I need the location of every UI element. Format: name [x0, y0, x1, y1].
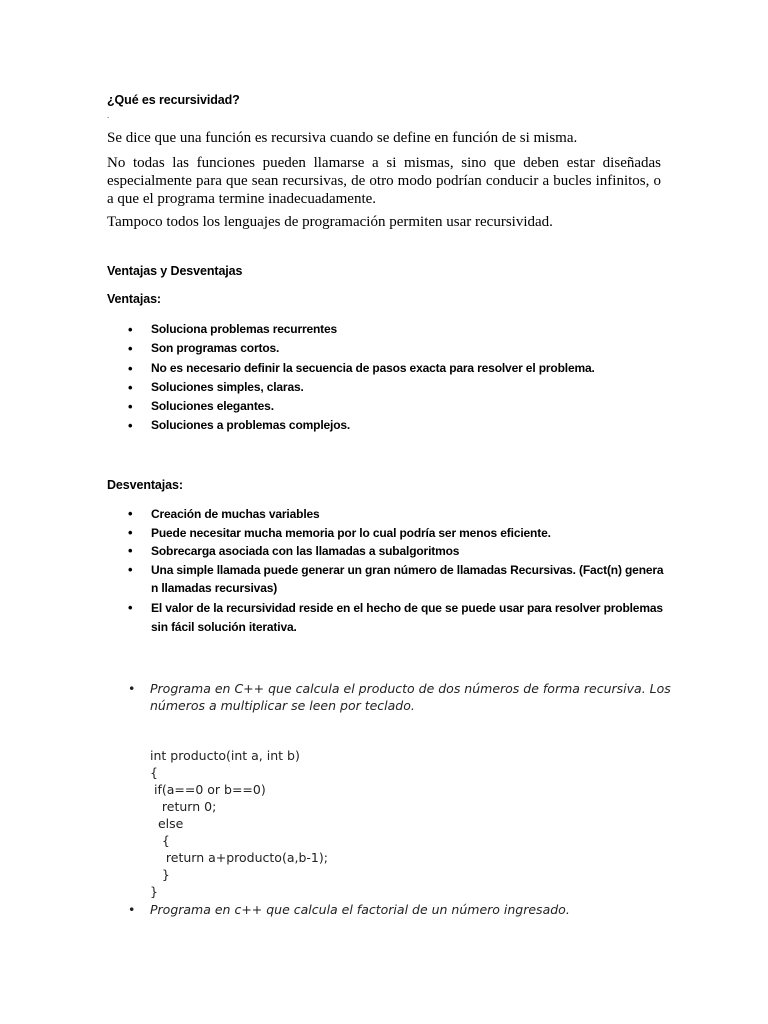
page-title: ¿Qué es recursividad?	[107, 93, 240, 107]
ventajas-list	[128, 320, 668, 436]
bullet-icon: •	[128, 524, 133, 540]
list-item	[128, 416, 668, 435]
list-item	[128, 542, 668, 561]
stray-dot: .	[107, 111, 110, 120]
paragraph-design: No todas las funciones pueden llamarse a si mismas, sino que deben estar diseñadas especialmente para que sean recursivas, de otro modo podrían conducir a bucles infinitos, o a que el programa termine inadecuadamente.	[107, 155, 661, 207]
desventajas-list	[128, 505, 668, 636]
bullet-icon: •	[128, 399, 133, 415]
list-item-text: Soluciones simples, claras.	[151, 379, 304, 394]
list-item-text: Soluciones a problemas complejos.	[151, 418, 351, 433]
list-item	[128, 561, 668, 598]
list-item-text: Sobrecarga asociada con las llamadas a subalgoritmos	[151, 544, 460, 559]
program-description	[128, 680, 688, 714]
list-item-text: Soluciones elegantes.	[151, 399, 274, 414]
list-item-text: Creación de muchas variables	[151, 507, 320, 521]
bullet-icon: •	[128, 681, 136, 696]
list-item	[128, 320, 668, 339]
bullet-icon: •	[128, 561, 133, 577]
list-item	[128, 524, 668, 543]
list-item-text: El valor de la recursividad reside en el hecho de que se puede usar para resolver problemas sin fácil solución iterativa.	[151, 600, 663, 634]
program-description	[128, 901, 688, 918]
ventajas-heading: Ventajas:	[107, 292, 161, 306]
list-item-text: Puede necesitar mucha memoria por lo cual podría ser menos eficiente.	[151, 525, 551, 540]
list-item-text: Son programas cortos.	[151, 341, 280, 356]
list-item	[128, 397, 668, 416]
list-item	[128, 378, 668, 397]
list-item	[128, 359, 668, 378]
bullet-icon: •	[128, 418, 133, 434]
bullet-icon: •	[128, 599, 133, 615]
program-description-text: Programa en C++ que calcula el producto de dos números de forma recursiva. Los números a multiplicar se leen por teclado.	[150, 681, 671, 713]
bullet-icon: •	[128, 360, 133, 376]
paragraph-languages: Tampoco todos los lenguajes de programación permiten usar recursividad.	[107, 214, 553, 230]
bullet-icon: •	[128, 506, 133, 521]
program-description-text: Programa en c++ que calcula el factorial de un número ingresado.	[150, 902, 570, 917]
code-block: int producto(int a, int b) { if(a==0 or b==0) return 0; else { return a+producto(a,b-1); } }	[150, 748, 328, 899]
paragraph-definition: Se dice que una función es recursiva cuando se define en función de si misma.	[107, 130, 578, 146]
bullet-icon: •	[128, 543, 133, 559]
bullet-icon: •	[128, 379, 133, 395]
list-item	[128, 505, 668, 524]
list-item-text: Soluciona problemas recurrentes	[151, 322, 338, 336]
list-item	[128, 339, 668, 358]
desventajas-heading: Desventajas:	[107, 478, 183, 492]
list-item-text: No es necesario definir la secuencia de pasos exacta para resolver el problema.	[151, 360, 595, 375]
section-heading: Ventajas y Desventajas	[107, 264, 243, 278]
list-item-text: Una simple llamada puede generar un gran número de llamadas Recursivas. (Fact(n) genera n llamadas recursivas)	[151, 562, 664, 596]
bullet-icon: •	[128, 902, 136, 917]
bullet-icon: •	[128, 322, 133, 337]
bullet-icon: •	[128, 341, 133, 357]
list-item	[128, 599, 668, 636]
